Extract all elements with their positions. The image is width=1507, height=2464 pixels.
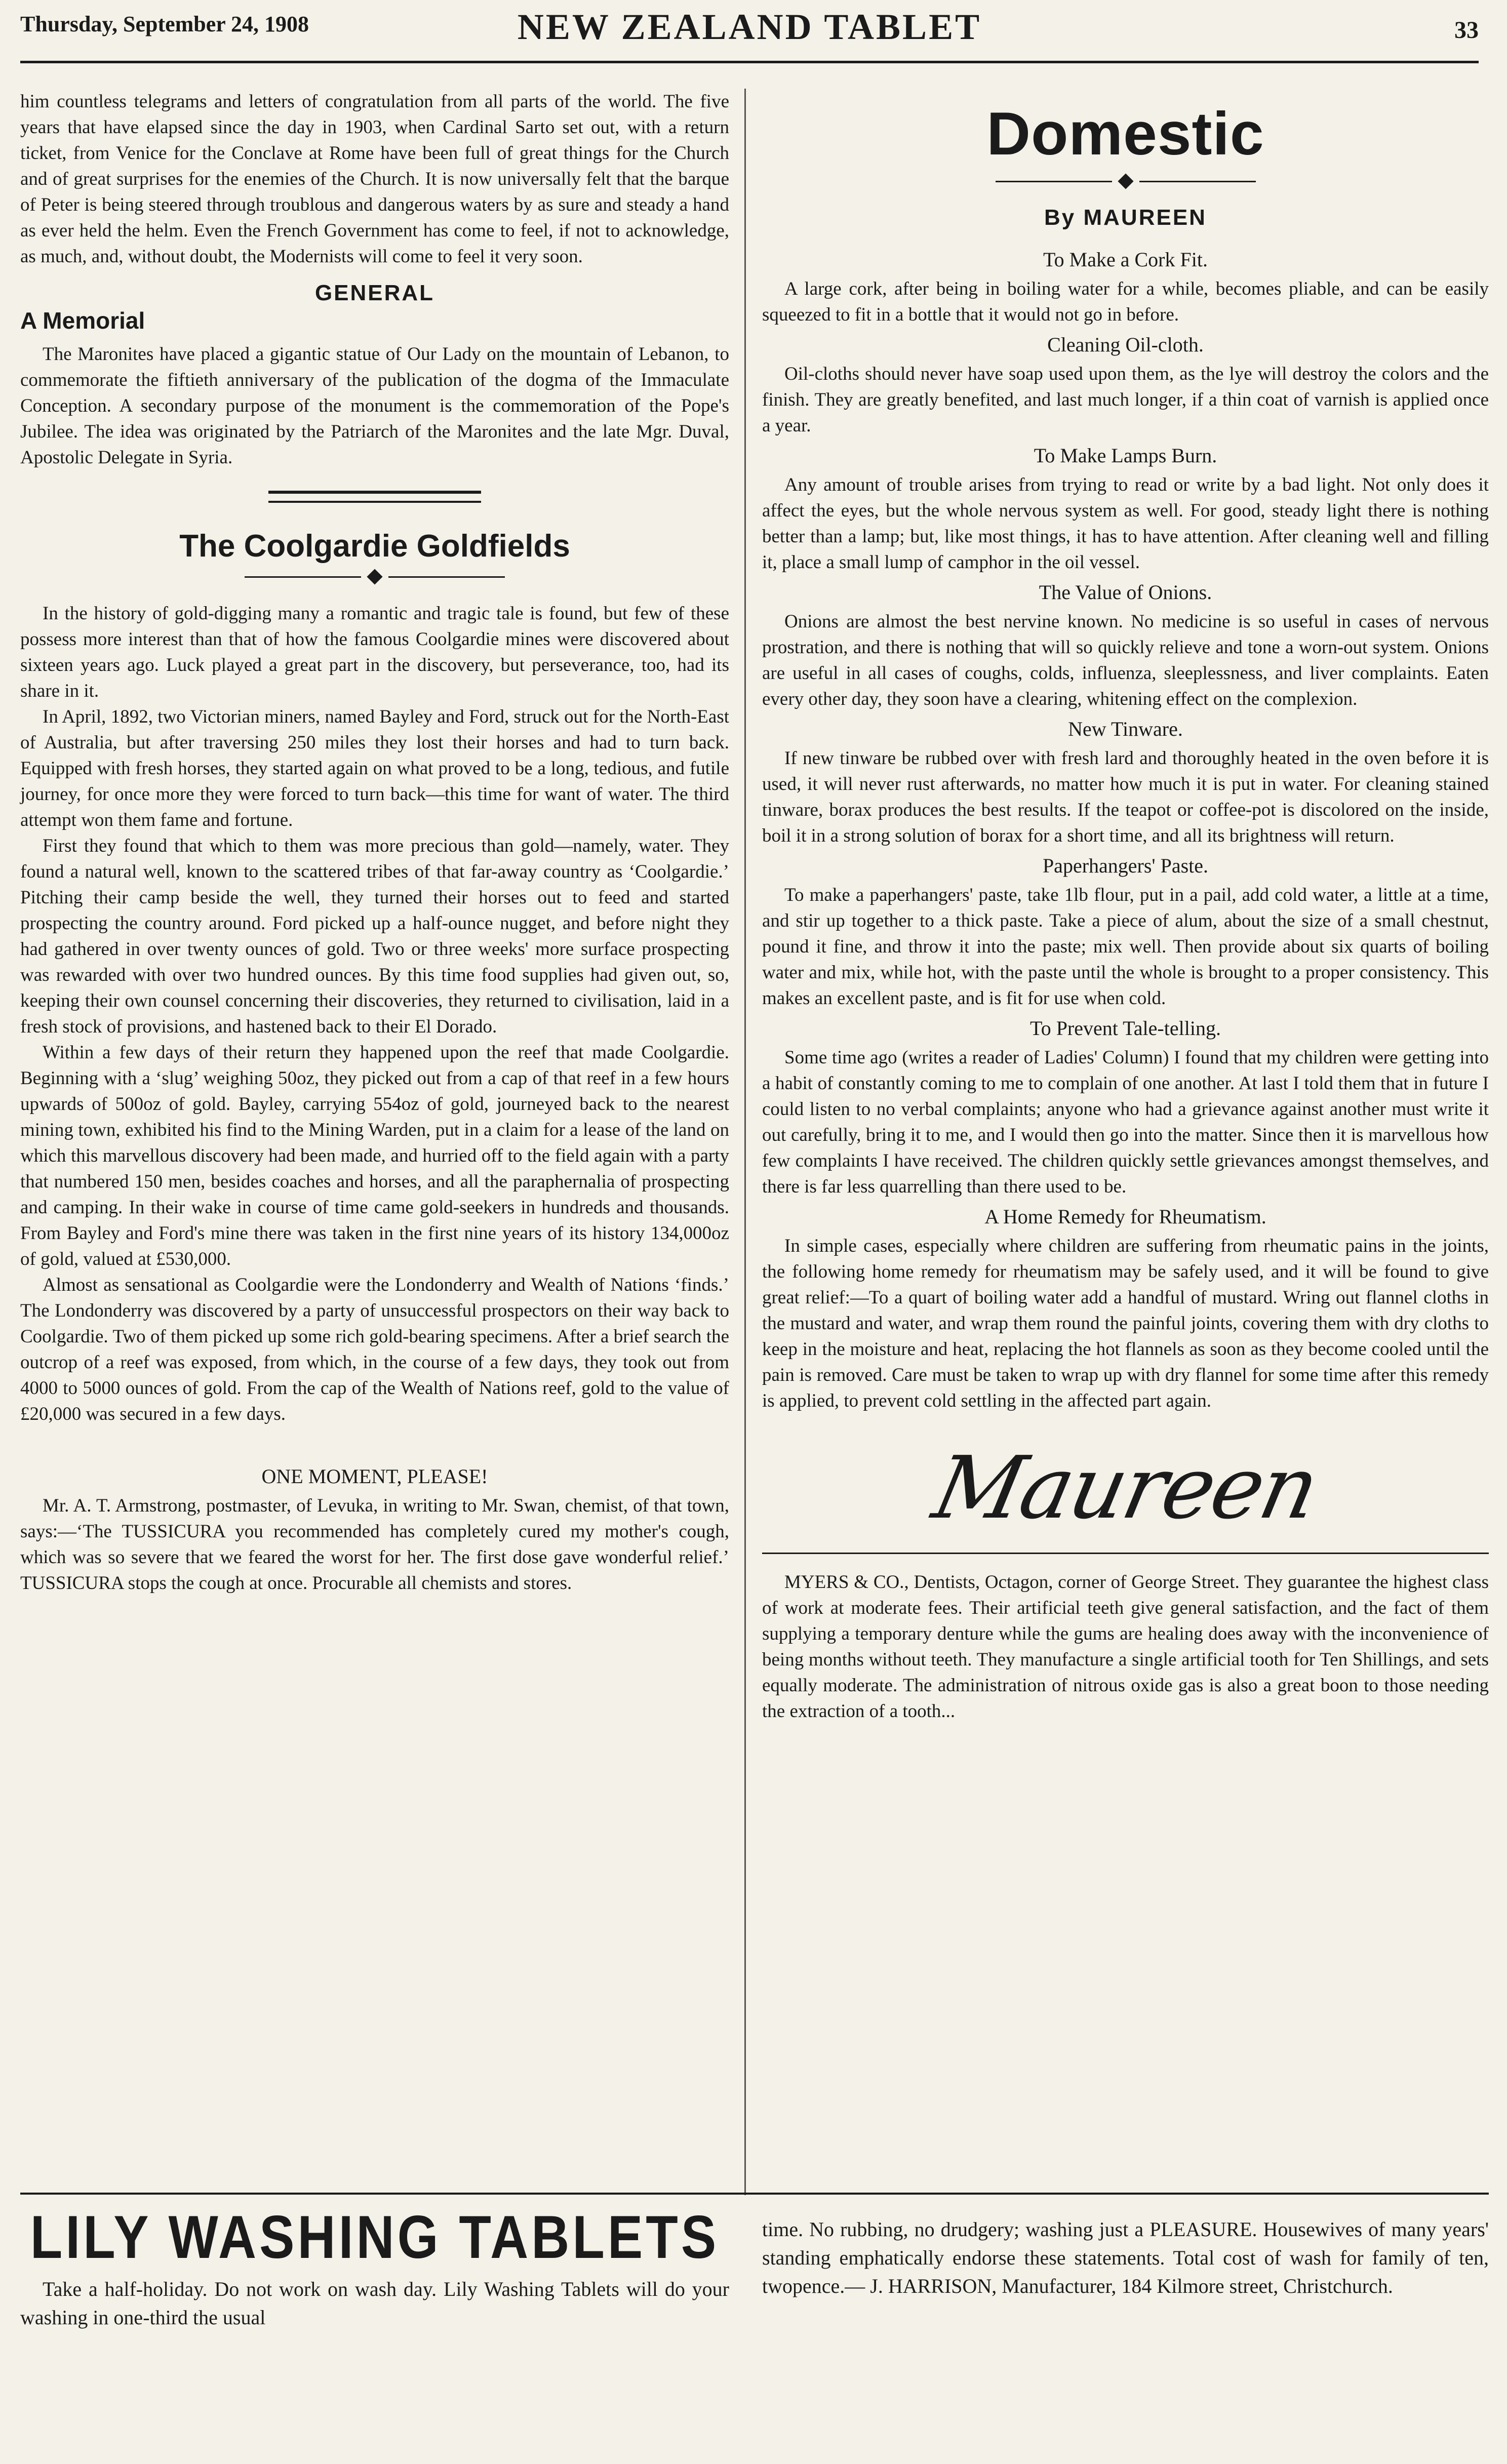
coolgardie-paragraph: In the history of gold-digging many a romantic and tragic tale is found, but few of these possess more interest than that of how the famous Coolgardie mines were discovered about sixteen years ago. Luck played a great part in the discovery, but perseverance, too, had its share in it. xyxy=(20,603,729,701)
column-divider xyxy=(744,89,746,2195)
recipe-text: Some time ago (writes a reader of Ladies' Column) I found that my children were getting into a habit of constantly coming to me to complain of one another. At last I told them that in future I could listen to no verbal complaints; anyone who had a grievance against another must write it out carefully, bring it to me, and I would then go into the matter. Since then it is marvellous how few complaints I have received. The children quickly settle grievances amongst themselves, and there is far less quarrelling than there used to be. xyxy=(762,1047,1489,1197)
issue-date: Thursday, September 24, 1908 xyxy=(20,12,309,36)
recipe-heading: A Home Remedy for Rheumatism. xyxy=(984,1205,1266,1228)
domestic-ornament xyxy=(762,176,1489,187)
lily-ad-left-text: Take a half-holiday. Do not work on wash day. Lily Washing Tablets will do your washing in one-third the usual xyxy=(20,2278,729,2329)
recipe-text: If new tinware be rubbed over with fresh lard and thoroughly heated in the oven before it is used, it will never rust afterwards, no matter how much it is put in water. For cleaning stained tinware, borax produces the best results. If the teapot or coffee-pot is discolored on the inside, boil it in a strong solution of borax for a short time, and all its brightness will return. xyxy=(762,748,1489,846)
recipe-text: In simple cases, especially where children are suffering from rheumatic pains in the joints, the following home remedy for rheumatism may be safely used, and it will be found to give great relief:—To a quart of boiling water add a handful of mustard. Wring out flannel cloths in the mustard and water, and wrap them round the painful joints, covering them with dry cloths to keep in the moisture and heat, replacing the hot flannels as soon as they become cooled until the pain is removed. Care must be taken to wrap up with dry flannel for some time after this remedy is applied, to prevent cold settling in the affected part again. xyxy=(762,1236,1489,1411)
coolgardie-title: The Coolgardie Goldfields xyxy=(179,529,570,564)
recipe-heading: To Make Lamps Burn. xyxy=(1034,444,1217,467)
maureen-signature: Maureen xyxy=(925,1438,1326,1538)
memorial-text: The Maronites have placed a gigantic statue of Our Lady on the mountain of Lebanon, to commemorate the fiftieth anniversary of the publication of the dogma of the Immaculate Conception. A secondary purpose of the monument is the commemoration of the Pope's Jubilee. The idea was originated by the Patriarch of the Maronites and the late Mgr. Duval, Apostolic Delegate in Syria. xyxy=(20,344,729,468)
recipe-text: To make a paperhangers' paste, take 1lb flour, put in a pail, add cold water, a little at a time, and stir up together to a thick paste. Take a piece of alum, about the size of a small chestnut, pound it fine, and throw it into the paste; mix well. Then provide about six quarts of boiling water and mix, while hot, with the paste until the whole is brought to a proper consistency. This makes an excellent paste, and is fit for use when cold. xyxy=(762,885,1489,1009)
tussicura-ad-text: Mr. A. T. Armstrong, postmaster, of Levuka, in writing to Mr. Swan, chemist, of that town, says:—‘The TUSSICURA you recommended has completely cured my mother's cough, which was so severe that we feared the worst for her. The first dose gave wonderful relief.’ TUSSICURA stops the cough at once. Procurable all chemists and stores. xyxy=(20,1495,729,1594)
one-moment-heading: ONE MOMENT, PLEASE! xyxy=(261,1465,488,1488)
myers-dentist-ad: MYERS & CO., Dentists, Octagon, corner of George Street. They guarantee the highest class of work at moderate fees. Their artificial teeth give general satisfaction, and the fact of them supplying a temporary denture while the gums are healing does away with the inconvenience of being months without teeth. They manufacture a single artificial tooth for Ten Shillings, and sets equally moderate. The administration of nitrous oxide gas is also a great boon to those needing the extraction of a tooth... xyxy=(762,1572,1489,1722)
recipe-text: Oil-cloths should never have soap used upon them, as the lye will destroy the colors and the finish. They are greatly benefited, and last much longer, if a thin coat of varnish is applied once a year. xyxy=(762,364,1489,436)
recipe-text: Onions are almost the best nervine known. No medicine is so useful in cases of nervous prostration, and there is nothing that will so quickly relieve and tone a worn-out system. Onions are useful in all cases of coughs, colds, influenza, sleeplessness, and liver complaints. Eaten every other day, they soon have a clearing, whitening effect on the complexion. xyxy=(762,611,1489,709)
lily-ad-right-text: time. No rubbing, no drudgery; washing just a PLEASURE. Housewives of many years' standing emphatically endorse these statements. Total cost of wash for family of ten, twopence.— J. HARRISON, Manufacturer, 184 Kilmore street, Christchurch. xyxy=(762,2218,1489,2297)
coolgardie-paragraph: First they found that which to them was more precious than gold—namely, water. They found a natural well, known to the scattered tribes of that far-away country as ‘Coolgardie.’ Pitching their camp beside the well, they turned their horses out to feed and started prospecting the country around. Ford picked up a half-ounce nugget, and before night they had gathered in over twenty ounces of gold. Two or three weeks' more surface prospecting was rewarded with over two hundred ounces. By this time food supplies had given out, so, keeping their own counsel concerning their discoveries, they returned to civilisation, laid in a fresh stock of provisions, and hastened back to their El Dorado. xyxy=(20,836,729,1037)
coolgardie-paragraph: Almost as sensational as Coolgardie were the Londonderry and Wealth of Nations ‘finds.’ The Londonderry was discovered by a party of unsuccessful prospectors on their way back to Coolgardie. Two of them picked up some rich gold-bearing specimens. After a brief search the outcrop of a reef was exposed, from which, in the course of a few days, they took out from 4000 to 5000 ounces of gold. From the cap of the Wealth of Nations reef, gold to the value of £20,000 was secured in a few days. xyxy=(20,1275,729,1424)
bottom-ad-rule xyxy=(20,2193,1489,2195)
coolgardie-paragraph: Within a few days of their return they happened upon the reef that made Coolgardie. Beginning with a ‘slug’ weighing 50oz, they picked out from a cap of that reef in a few hours upwards of 500oz of gold. Bayley, carrying 554oz of gold, journeyed back to the nearest mining town, exhibited his find to the Mining Warden, put in a claim for a lease of the land on which this marvellous discovery had been made, and hurried off to the field again with a party that numbered 150 men, besides coaches and horses, and all the paraphernalia of prospecting and camping. In their wake in course of time came gold-seekers in hundreds and thousands. From Bayley and Ford's mine there was taken in the first nine years of its history 134,000oz of gold, valued at £530,000. xyxy=(20,1042,729,1269)
lily-ad-left xyxy=(20,2204,729,2332)
recipe-heading: To Prevent Tale-telling. xyxy=(1030,1017,1221,1040)
coolgardie-paragraph: In April, 1892, two Victorian miners, named Bayley and Ford, struck out for the North-East of Australia, but after traversing 250 miles they lost their horses and had to turn back. Equipped with fresh horses, they started again on what proved to be a long, tedious, and futile journey, for once more they were forced to turn back—this time for want of water. The third attempt won them fame and fortune. xyxy=(20,706,729,830)
recipe-heading: New Tinware. xyxy=(1068,718,1183,740)
pope-jubilee-paragraph: him countless telegrams and letters of congratulation from all parts of the world. The five years that have elapsed since the day in 1903, when Cardinal Sarto set out, with a return ticket, from Venice for the Conclave at Rome have been full of great things for the Church and of great surprises for the enemies of the Church. It is now universally felt that the barque of Peter is being steered through troublous and dangerous waters by as sure and steady a hand as ever held the helm. Even the French Government has come to feel, if not to acknowledge, as much, and, without doubt, the Modernists will come to feel it very soon. xyxy=(20,91,729,267)
page-number: 33 xyxy=(1454,17,1479,44)
lily-ad-title: LILY WASHING TABLETS xyxy=(30,2204,720,2272)
recipe-heading: To Make a Cork Fit. xyxy=(1043,248,1208,271)
recipe-text: Any amount of trouble arises from trying to read or write by a bad light. Not only does it affect the eyes, but the whole nervous system as well. For good, steady light there is nothing better than a lamp; but, like most things, it has to have attention. After cleaning well and filling it, place a small lump of camphor in the oil vessel. xyxy=(762,474,1489,573)
domestic-title: Domestic xyxy=(986,100,1264,168)
recipe-heading: The Value of Onions. xyxy=(1039,581,1212,604)
masthead xyxy=(20,6,1479,77)
byline: By MAUREEN xyxy=(1044,205,1207,230)
ad-rule xyxy=(762,1553,1489,1554)
title-ornament xyxy=(20,571,729,582)
masthead-rule xyxy=(20,61,1479,63)
right-column xyxy=(762,89,1489,2185)
recipe-text: A large cork, after being in boiling water for a while, becomes pliable, and can be easily squeezed to fit in a bottle that it would not go in before. xyxy=(762,279,1489,325)
recipe-heading: Paperhangers' Paste. xyxy=(1042,854,1209,877)
section-divider xyxy=(268,491,481,503)
lily-ad-right xyxy=(762,2215,1489,2300)
left-column xyxy=(20,89,729,2185)
general-heading: GENERAL xyxy=(314,281,435,305)
recipe-heading: Cleaning Oil-cloth. xyxy=(1047,333,1204,356)
memorial-title: A Memorial xyxy=(20,307,145,334)
newspaper-title: NEW ZEALAND TABLET xyxy=(517,7,982,47)
